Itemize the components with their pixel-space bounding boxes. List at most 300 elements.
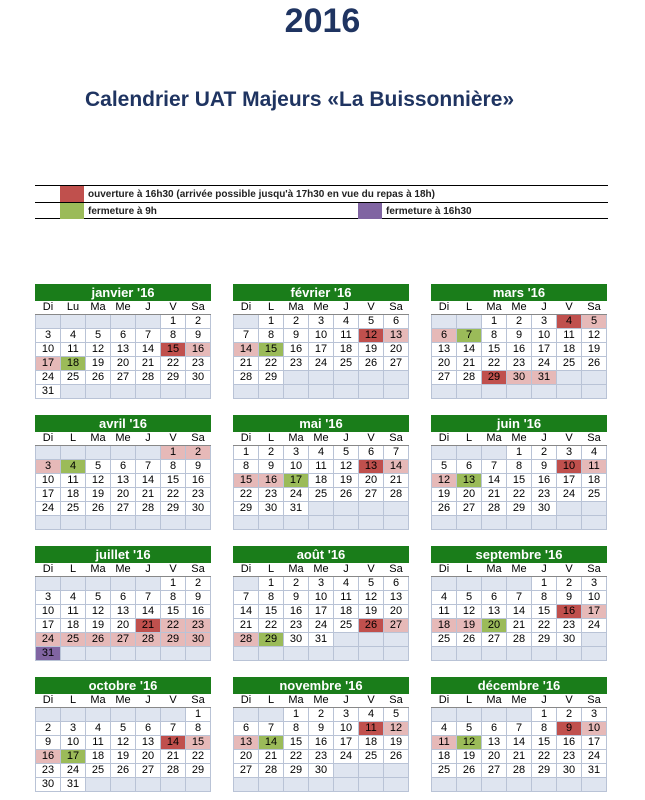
day-cell: 23 <box>186 488 211 502</box>
day-cell: 11 <box>334 329 359 343</box>
empty-day-cell <box>334 502 359 516</box>
day-cell: 8 <box>532 722 557 736</box>
weekday-header: Sa <box>582 432 607 446</box>
empty-day-cell <box>61 315 86 329</box>
day-cell: 27 <box>457 502 482 516</box>
empty-day-cell <box>457 577 482 591</box>
weekday-header: Sa <box>384 301 409 315</box>
day-cell: 11 <box>61 474 86 488</box>
day-cell: 4 <box>334 577 359 591</box>
day-cell: 15 <box>482 343 507 357</box>
weekday-header: L <box>457 301 482 315</box>
day-cell: 26 <box>111 764 136 778</box>
month-days-table <box>233 432 409 530</box>
month-calendar <box>431 415 607 530</box>
month-title: février '16 <box>233 284 409 301</box>
weekday-header: Me <box>309 563 334 577</box>
day-cell: 22 <box>507 488 532 502</box>
day-cell: 24 <box>532 357 557 371</box>
day-cell: 29 <box>532 633 557 647</box>
month-days-table <box>431 694 607 792</box>
weekday-header: L <box>457 432 482 446</box>
weekday-header: Ma <box>482 432 507 446</box>
empty-day-cell <box>432 516 457 530</box>
week-row <box>432 329 607 343</box>
day-cell: 30 <box>557 764 582 778</box>
day-cell: 29 <box>161 633 186 647</box>
day-cell: 16 <box>557 605 582 619</box>
day-cell: 2 <box>186 577 211 591</box>
day-cell: 26 <box>457 633 482 647</box>
empty-day-cell <box>334 385 359 399</box>
day-cell: 15 <box>186 736 211 750</box>
day-cell: 16 <box>309 736 334 750</box>
empty-day-cell <box>384 647 409 661</box>
day-cell: 6 <box>111 591 136 605</box>
day-cell: 29 <box>482 371 507 385</box>
empty-day-cell <box>432 385 457 399</box>
weekday-header: Sa <box>186 563 211 577</box>
day-cell: 20 <box>432 357 457 371</box>
day-cell: 30 <box>186 633 211 647</box>
day-cell: 6 <box>432 329 457 343</box>
day-cell: 15 <box>532 605 557 619</box>
weekday-header: Ma <box>86 563 111 577</box>
day-cell: 11 <box>61 605 86 619</box>
day-cell: 19 <box>359 343 384 357</box>
empty-day-cell <box>582 778 607 792</box>
weekday-header: Lu <box>61 301 86 315</box>
legend-closing-1630-text: fermeture à 16h30 <box>386 206 472 217</box>
legend-swatch-opening <box>60 186 84 202</box>
week-row <box>234 502 409 516</box>
empty-day-cell <box>557 778 582 792</box>
day-cell: 22 <box>186 750 211 764</box>
empty-day-cell <box>457 708 482 722</box>
day-cell: 24 <box>36 371 61 385</box>
day-cell: 23 <box>186 357 211 371</box>
day-cell: 25 <box>61 371 86 385</box>
day-cell: 8 <box>259 591 284 605</box>
month-title: juin '16 <box>431 415 607 432</box>
week-row <box>36 329 211 343</box>
month-calendar <box>35 415 211 530</box>
day-cell: 11 <box>432 736 457 750</box>
day-cell: 30 <box>557 633 582 647</box>
empty-day-cell <box>234 315 259 329</box>
week-row <box>36 357 211 371</box>
weekday-header: Di <box>432 694 457 708</box>
empty-day-cell <box>36 708 61 722</box>
day-cell: 10 <box>36 605 61 619</box>
day-cell: 13 <box>384 591 409 605</box>
weekday-header: L <box>61 563 86 577</box>
weekday-header: J <box>334 694 359 708</box>
day-cell: 8 <box>284 722 309 736</box>
day-cell: 1 <box>532 708 557 722</box>
day-cell: 23 <box>557 619 582 633</box>
week-row <box>432 736 607 750</box>
month-days-table <box>431 563 607 661</box>
day-cell: 12 <box>432 474 457 488</box>
weekday-header: Di <box>234 301 259 315</box>
day-cell: 5 <box>111 722 136 736</box>
empty-day-cell <box>557 371 582 385</box>
day-cell: 18 <box>86 750 111 764</box>
day-cell: 27 <box>432 371 457 385</box>
day-cell: 21 <box>161 750 186 764</box>
day-cell: 26 <box>359 357 384 371</box>
empty-day-cell <box>36 315 61 329</box>
weekday-header: V <box>359 694 384 708</box>
day-cell: 6 <box>457 460 482 474</box>
day-cell: 17 <box>582 736 607 750</box>
day-cell: 3 <box>36 460 61 474</box>
day-cell: 16 <box>36 750 61 764</box>
weekday-header: Ma <box>482 563 507 577</box>
day-cell: 24 <box>309 619 334 633</box>
weekday-header: Di <box>432 301 457 315</box>
day-cell: 23 <box>36 764 61 778</box>
day-cell: 22 <box>161 357 186 371</box>
empty-day-cell <box>309 385 334 399</box>
day-cell: 13 <box>111 474 136 488</box>
empty-day-cell <box>309 516 334 530</box>
empty-day-cell <box>482 385 507 399</box>
day-cell: 6 <box>136 722 161 736</box>
empty-day-cell <box>457 516 482 530</box>
day-cell: 29 <box>161 371 186 385</box>
day-cell: 29 <box>284 764 309 778</box>
empty-day-cell <box>111 647 136 661</box>
day-cell: 27 <box>111 502 136 516</box>
day-cell: 1 <box>284 708 309 722</box>
week-row <box>234 647 409 661</box>
day-cell: 2 <box>284 577 309 591</box>
day-cell: 14 <box>234 605 259 619</box>
empty-day-cell <box>136 516 161 530</box>
day-cell: 17 <box>557 474 582 488</box>
empty-day-cell <box>359 778 384 792</box>
empty-day-cell <box>259 385 284 399</box>
day-cell: 4 <box>432 591 457 605</box>
day-cell: 5 <box>457 591 482 605</box>
day-cell: 16 <box>284 343 309 357</box>
day-cell: 11 <box>334 591 359 605</box>
empty-day-cell <box>309 778 334 792</box>
day-cell: 17 <box>532 343 557 357</box>
day-cell: 30 <box>284 633 309 647</box>
day-cell: 27 <box>111 371 136 385</box>
weekday-header: Di <box>36 432 61 446</box>
weekday-header: J <box>136 694 161 708</box>
weekday-header: V <box>557 563 582 577</box>
day-cell: 10 <box>309 329 334 343</box>
weekday-header: Sa <box>384 563 409 577</box>
day-cell: 17 <box>334 736 359 750</box>
week-row <box>234 577 409 591</box>
day-cell: 4 <box>61 460 86 474</box>
day-cell: 18 <box>309 474 334 488</box>
day-cell: 2 <box>557 708 582 722</box>
empty-day-cell <box>284 385 309 399</box>
empty-day-cell <box>457 778 482 792</box>
day-cell: 30 <box>507 371 532 385</box>
day-cell: 7 <box>457 329 482 343</box>
empty-day-cell <box>432 577 457 591</box>
empty-day-cell <box>557 516 582 530</box>
day-cell: 7 <box>507 591 532 605</box>
day-cell: 28 <box>457 371 482 385</box>
weekday-header: Me <box>507 563 532 577</box>
weekday-header: V <box>359 563 384 577</box>
day-cell: 4 <box>61 329 86 343</box>
day-cell: 13 <box>111 605 136 619</box>
empty-day-cell <box>384 778 409 792</box>
day-cell: 13 <box>432 343 457 357</box>
empty-day-cell <box>482 647 507 661</box>
day-cell: 22 <box>161 488 186 502</box>
day-cell: 1 <box>507 446 532 460</box>
week-row <box>234 605 409 619</box>
day-cell: 11 <box>432 605 457 619</box>
day-cell: 21 <box>234 619 259 633</box>
day-cell: 18 <box>61 488 86 502</box>
day-cell: 23 <box>186 619 211 633</box>
day-cell: 8 <box>482 329 507 343</box>
empty-day-cell <box>457 647 482 661</box>
empty-day-cell <box>284 371 309 385</box>
empty-day-cell <box>86 446 111 460</box>
empty-day-cell <box>532 516 557 530</box>
empty-day-cell <box>86 647 111 661</box>
day-cell: 25 <box>359 750 384 764</box>
month-calendar <box>431 546 607 661</box>
day-cell: 26 <box>359 619 384 633</box>
weekday-header: Ma <box>86 432 111 446</box>
legend-rule-bottom <box>35 218 608 219</box>
day-cell: 16 <box>186 605 211 619</box>
month-calendar <box>233 546 409 661</box>
week-row <box>234 722 409 736</box>
day-cell: 24 <box>36 633 61 647</box>
week-row <box>36 577 211 591</box>
day-cell: 3 <box>36 329 61 343</box>
weekday-header: Me <box>111 694 136 708</box>
weekday-header: J <box>532 563 557 577</box>
empty-day-cell <box>86 577 111 591</box>
empty-day-cell <box>507 647 532 661</box>
day-cell: 11 <box>86 736 111 750</box>
day-cell: 20 <box>111 357 136 371</box>
weekday-header: J <box>532 432 557 446</box>
day-cell: 16 <box>284 605 309 619</box>
empty-day-cell <box>507 708 532 722</box>
week-row <box>36 591 211 605</box>
weekday-header: Di <box>432 432 457 446</box>
day-cell: 3 <box>36 591 61 605</box>
weekday-header: L <box>259 563 284 577</box>
month-days-table <box>35 563 211 661</box>
empty-day-cell <box>359 647 384 661</box>
weekday-header: J <box>334 301 359 315</box>
weekday-header: Di <box>432 563 457 577</box>
week-row <box>432 385 607 399</box>
day-cell: 24 <box>557 488 582 502</box>
day-cell: 7 <box>136 591 161 605</box>
empty-day-cell <box>36 446 61 460</box>
day-cell: 9 <box>284 329 309 343</box>
month-calendar <box>35 546 211 661</box>
week-row <box>234 750 409 764</box>
empty-day-cell <box>384 516 409 530</box>
empty-day-cell <box>259 778 284 792</box>
day-cell: 25 <box>557 357 582 371</box>
month-title: septembre '16 <box>431 546 607 563</box>
week-row <box>234 474 409 488</box>
day-cell: 9 <box>507 329 532 343</box>
day-cell: 14 <box>482 474 507 488</box>
day-cell: 25 <box>582 488 607 502</box>
empty-day-cell <box>259 516 284 530</box>
month-days-table <box>431 301 607 399</box>
day-cell: 11 <box>309 460 334 474</box>
empty-day-cell <box>384 633 409 647</box>
day-cell: 28 <box>161 764 186 778</box>
day-cell: 15 <box>507 474 532 488</box>
day-cell: 2 <box>507 315 532 329</box>
empty-day-cell <box>432 647 457 661</box>
empty-day-cell <box>259 708 284 722</box>
weekday-header: Ma <box>482 301 507 315</box>
week-row <box>432 722 607 736</box>
empty-day-cell <box>384 385 409 399</box>
weekday-header: J <box>136 432 161 446</box>
day-cell: 21 <box>482 488 507 502</box>
empty-day-cell <box>334 516 359 530</box>
day-cell: 6 <box>234 722 259 736</box>
day-cell: 29 <box>259 371 284 385</box>
empty-day-cell <box>186 647 211 661</box>
day-cell: 9 <box>186 460 211 474</box>
day-cell: 13 <box>384 329 409 343</box>
day-cell: 6 <box>482 591 507 605</box>
day-cell: 12 <box>111 736 136 750</box>
weekday-header: L <box>61 694 86 708</box>
empty-day-cell <box>136 708 161 722</box>
day-cell: 8 <box>507 460 532 474</box>
empty-day-cell <box>432 708 457 722</box>
week-row <box>234 315 409 329</box>
empty-day-cell <box>482 577 507 591</box>
day-cell: 24 <box>284 488 309 502</box>
empty-day-cell <box>136 647 161 661</box>
day-cell: 30 <box>532 502 557 516</box>
empty-day-cell <box>334 764 359 778</box>
weekday-header: Me <box>309 301 334 315</box>
day-cell: 13 <box>111 343 136 357</box>
day-cell: 8 <box>259 329 284 343</box>
weekday-header: Di <box>36 563 61 577</box>
empty-day-cell <box>284 516 309 530</box>
week-row <box>432 460 607 474</box>
day-cell: 17 <box>36 488 61 502</box>
week-row <box>36 502 211 516</box>
day-cell: 19 <box>86 619 111 633</box>
day-cell: 10 <box>36 474 61 488</box>
day-cell: 31 <box>36 385 61 399</box>
week-row <box>36 778 211 792</box>
weekday-header: V <box>359 432 384 446</box>
month-calendar <box>233 284 409 399</box>
empty-day-cell <box>309 647 334 661</box>
empty-day-cell <box>582 647 607 661</box>
day-cell: 10 <box>582 591 607 605</box>
empty-day-cell <box>136 577 161 591</box>
empty-day-cell <box>36 516 61 530</box>
day-cell: 26 <box>457 764 482 778</box>
day-cell: 18 <box>61 357 86 371</box>
day-cell: 14 <box>259 736 284 750</box>
day-cell: 1 <box>482 315 507 329</box>
week-row <box>432 619 607 633</box>
legend-swatch-closing <box>60 203 84 219</box>
day-cell: 24 <box>582 619 607 633</box>
empty-day-cell <box>582 633 607 647</box>
day-cell: 24 <box>582 750 607 764</box>
week-row <box>432 647 607 661</box>
week-row <box>234 329 409 343</box>
week-row <box>432 474 607 488</box>
legend-rule-middle <box>35 202 608 203</box>
day-cell: 18 <box>334 343 359 357</box>
day-cell: 27 <box>359 488 384 502</box>
empty-day-cell <box>136 446 161 460</box>
day-cell: 9 <box>186 591 211 605</box>
day-cell: 15 <box>284 736 309 750</box>
month-title: janvier '16 <box>35 284 211 301</box>
week-row <box>36 764 211 778</box>
day-cell: 9 <box>36 736 61 750</box>
day-cell: 3 <box>309 577 334 591</box>
month-days-table <box>35 694 211 792</box>
week-row <box>234 460 409 474</box>
day-cell: 3 <box>582 708 607 722</box>
day-cell: 3 <box>557 446 582 460</box>
day-cell: 11 <box>557 329 582 343</box>
weekday-header: L <box>259 301 284 315</box>
weekday-header: Ma <box>284 301 309 315</box>
day-cell: 16 <box>186 474 211 488</box>
day-cell: 26 <box>582 357 607 371</box>
weekday-header: L <box>259 694 284 708</box>
week-row <box>432 764 607 778</box>
empty-day-cell <box>359 371 384 385</box>
empty-day-cell <box>284 647 309 661</box>
week-row <box>234 633 409 647</box>
day-cell: 18 <box>334 605 359 619</box>
day-cell: 4 <box>582 446 607 460</box>
day-cell: 7 <box>136 329 161 343</box>
empty-day-cell <box>334 647 359 661</box>
day-cell: 22 <box>161 619 186 633</box>
day-cell: 1 <box>161 315 186 329</box>
empty-day-cell <box>161 385 186 399</box>
empty-day-cell <box>532 778 557 792</box>
weekday-header: Me <box>309 432 334 446</box>
empty-day-cell <box>482 516 507 530</box>
day-cell: 19 <box>86 488 111 502</box>
